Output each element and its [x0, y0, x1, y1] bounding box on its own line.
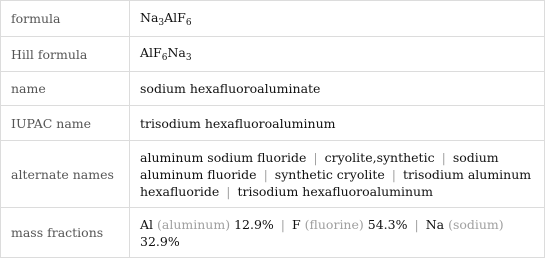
separator: | — [280, 216, 285, 232]
separator: | — [226, 183, 231, 199]
row-label-name: name — [1, 72, 130, 106]
separator: | — [441, 149, 446, 165]
element-name: (fluorine) — [304, 216, 364, 232]
formula-subscript: 6 — [185, 17, 192, 28]
alternate-names-value — [130, 141, 545, 208]
row-label-hill-formula: Hill formula — [1, 37, 130, 72]
mass-fraction: 12.9% — [234, 216, 274, 232]
hill-formula-value — [130, 37, 545, 72]
row-alternate-names — [1, 141, 545, 208]
row-label-mass-fractions: mass fractions — [1, 208, 130, 258]
alternate-name: aluminum sodium fluoride — [140, 149, 307, 165]
hill-formula-subscript: 6 — [161, 53, 168, 63]
mass-fractions-value — [130, 208, 545, 258]
element-name: (aluminum) — [157, 216, 231, 232]
row-mass-fractions — [1, 208, 545, 258]
formula-element: Na — [140, 9, 159, 25]
formula-subscript: 3 — [158, 17, 165, 28]
element-name: (sodium) — [448, 216, 504, 232]
row-label-iupac-name: IUPAC name — [1, 106, 130, 141]
row-iupac-name — [1, 106, 545, 141]
separator: | — [414, 216, 419, 232]
separator: | — [263, 166, 268, 182]
hill-formula-element: AlF — [140, 45, 162, 60]
row-hill-formula — [1, 37, 545, 72]
alternate-name: trisodium hexafluoroaluminum — [237, 183, 433, 199]
mass-fraction: 32.9% — [140, 233, 180, 249]
alternate-name: trisodium aluminum hexafluoride — [140, 166, 532, 199]
mass-fraction: 54.3% — [367, 216, 408, 232]
row-formula — [1, 1, 545, 37]
alternate-name: cryolite,synthetic — [324, 149, 435, 165]
separator: | — [313, 149, 318, 165]
alternate-name: sodium aluminum fluoride — [140, 149, 499, 182]
name-value: sodium hexafluoroaluminate — [130, 72, 545, 106]
row-name — [1, 72, 545, 106]
hill-formula-element: Na — [167, 45, 186, 60]
formula-element: AlF — [164, 9, 186, 25]
formula-value — [130, 1, 545, 37]
element-symbol: Na — [425, 216, 445, 232]
row-label-formula: formula — [1, 1, 130, 37]
separator: | — [391, 166, 396, 182]
iupac-name-value: trisodium hexafluoroaluminum — [130, 106, 545, 141]
alternate-name: synthetic cryolite — [274, 166, 385, 182]
element-symbol: F — [292, 216, 301, 232]
element-symbol: Al — [140, 216, 154, 232]
row-label-alternate-names: alternate names — [1, 141, 130, 208]
hill-formula-subscript: 3 — [185, 53, 192, 63]
